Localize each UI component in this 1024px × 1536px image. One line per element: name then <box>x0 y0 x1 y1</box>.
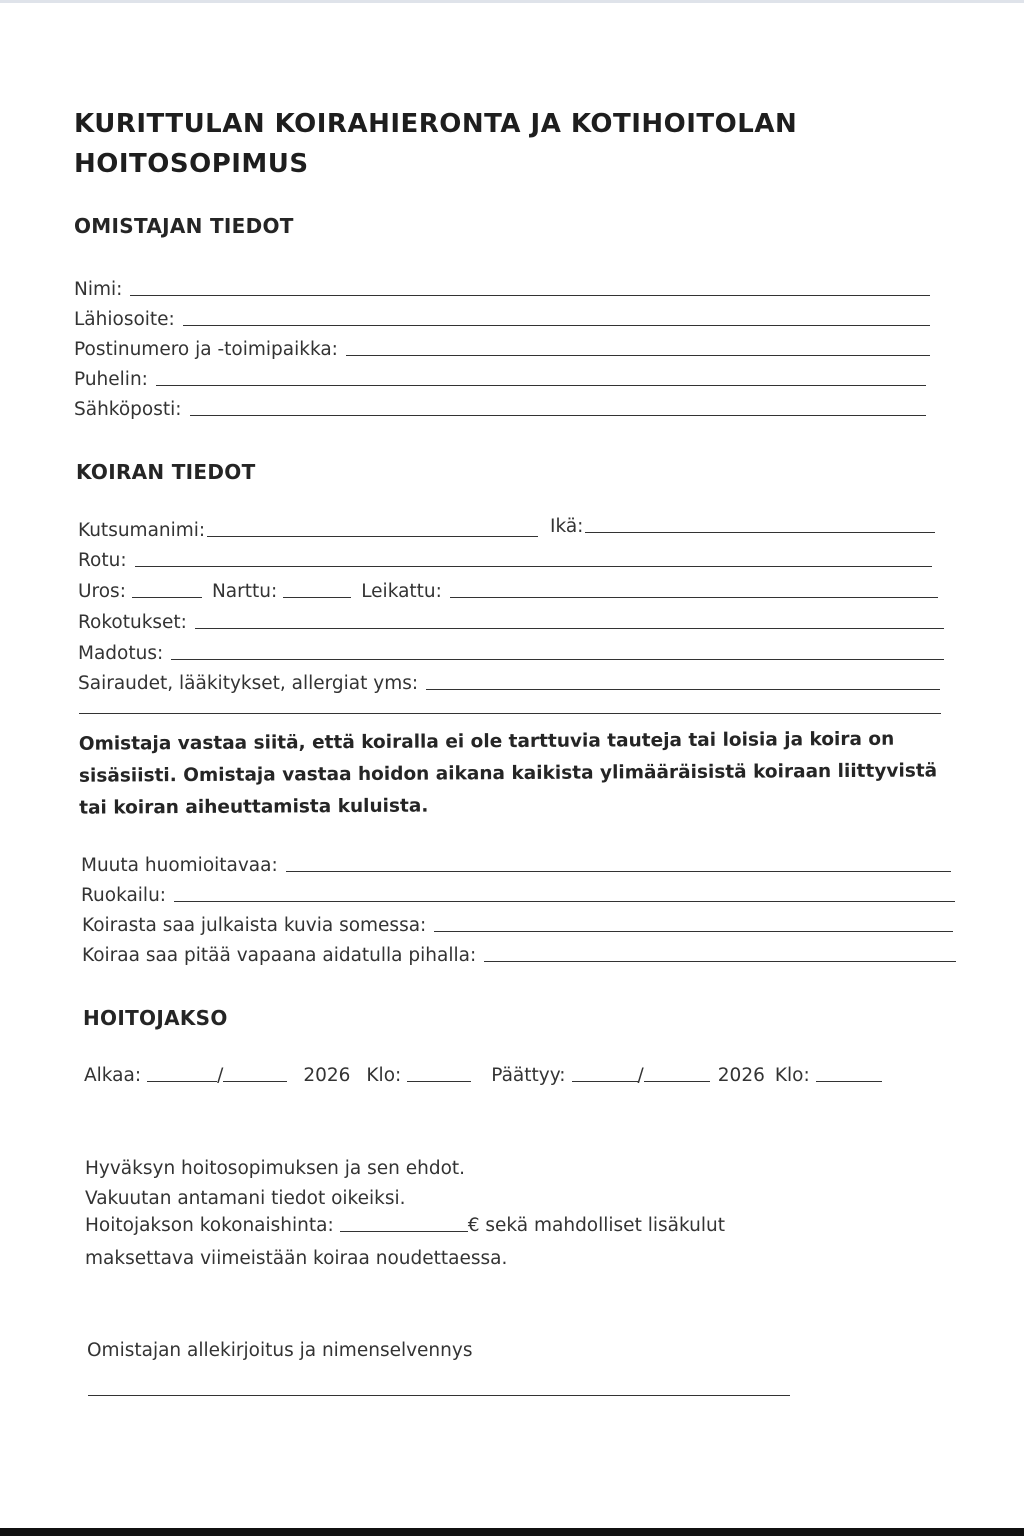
dog-age-field[interactable] <box>585 531 935 533</box>
owner-responsibility-notice: Omistaja vastaa siitä, että koiralla ei ole tarttuvia tauteja tai loisia ja koira on sisäsiisti. Omistaja vastaa hoidon aikana kaikista ylimääräisistä koiraan liittyvistä tai koiran aiheuttamista kuluista. <box>78 728 938 819</box>
start-slash: / <box>217 1065 224 1086</box>
start-time-label: Klo: <box>366 1065 402 1086</box>
owner-phone-label: Puhelin: <box>74 369 148 390</box>
other-notes-field[interactable] <box>286 870 951 872</box>
end-day-field[interactable] <box>572 1080 638 1082</box>
period-row <box>84 1062 964 1088</box>
photos-consent-label: Koirasta saa julkaista kuvia somessa: <box>82 915 427 936</box>
dog-age-row <box>550 513 935 539</box>
start-time-field[interactable] <box>407 1080 471 1082</box>
owner-phone-row <box>74 366 926 392</box>
owner-name-row <box>74 276 930 302</box>
dog-breed-row <box>78 547 932 573</box>
start-year: 2026 <box>303 1065 351 1086</box>
dog-deworming-row <box>78 640 944 666</box>
dog-illnesses-extra-line[interactable] <box>79 713 941 714</box>
payment-text: maksettava viimeistään koiraa noudettaessa. <box>85 1248 508 1269</box>
price-field[interactable] <box>340 1230 468 1232</box>
feeding-field[interactable] <box>174 900 955 902</box>
owner-postal-field[interactable] <box>346 354 930 356</box>
accept-terms-text: Hyväksyn hoitosopimuksen ja sen ehdot. <box>85 1158 466 1179</box>
dog-illnesses-row <box>78 670 940 696</box>
dog-breed-field[interactable] <box>135 565 932 567</box>
dog-vaccinations-label: Rokotukset: <box>78 612 187 633</box>
dog-breed-label: Rotu: <box>78 550 127 571</box>
dog-deworming-field[interactable] <box>171 658 944 660</box>
period-heading: HOITOJAKSO <box>83 1006 228 1030</box>
owner-email-field[interactable] <box>190 414 926 416</box>
dog-sex-row <box>78 578 938 604</box>
title-line-1: KURITTULAN KOIRAHIERONTA JA KOTIHOITOLAN <box>74 109 798 139</box>
owner-email-row <box>74 396 926 422</box>
dog-callname-field[interactable] <box>207 535 538 537</box>
owner-postal-label: Postinumero ja -toimipaikka: <box>74 339 338 360</box>
dog-heading: KOIRAN TIEDOT <box>76 460 256 484</box>
owner-email-label: Sähköposti: <box>74 399 182 420</box>
owner-address-label: Lähiosoite: <box>74 309 175 330</box>
assure-info-text: Vakuutan antamani tiedot oikeiksi. <box>85 1188 406 1209</box>
feeding-label: Ruokailu: <box>81 885 167 906</box>
photos-consent-field[interactable] <box>434 930 953 932</box>
document-title <box>74 104 797 184</box>
yard-permission-label: Koiraa saa pitää vapaana aidatulla pihalla: <box>82 945 477 966</box>
dog-female-field[interactable] <box>283 596 351 598</box>
owner-name-label: Nimi: <box>74 279 123 300</box>
yard-permission-row <box>82 942 956 968</box>
price-label: Hoitojakson kokonaishinta: <box>85 1215 334 1236</box>
start-label: Alkaa: <box>84 1065 142 1086</box>
other-notes-row <box>81 852 951 878</box>
owner-heading: OMISTAJAN TIEDOT <box>74 214 294 238</box>
scan-bottom-edge <box>0 1528 1024 1536</box>
dog-vaccinations-field[interactable] <box>195 627 944 629</box>
owner-phone-field[interactable] <box>156 384 926 386</box>
dog-neutered-label: Leikattu: <box>361 581 442 602</box>
end-year: 2026 <box>717 1065 765 1086</box>
dog-male-field[interactable] <box>132 596 202 598</box>
signature-label: Omistajan allekirjoitus ja nimenselvennys <box>87 1340 473 1361</box>
dog-neutered-field[interactable] <box>450 596 938 598</box>
price-row <box>85 1212 785 1238</box>
dog-male-label: Uros: <box>78 581 126 602</box>
start-month-field[interactable] <box>223 1080 287 1082</box>
dog-age-label: Ikä: <box>550 516 584 537</box>
owner-address-field[interactable] <box>183 324 930 326</box>
end-time-label: Klo: <box>774 1065 810 1086</box>
price-suffix: € sekä mahdolliset lisäkulut <box>467 1215 725 1236</box>
other-notes-label: Muuta huomioitavaa: <box>81 855 278 876</box>
signature-field[interactable] <box>88 1395 790 1396</box>
end-slash: / <box>637 1065 644 1086</box>
dog-callname-row <box>78 517 538 543</box>
dog-deworming-label: Madotus: <box>78 643 164 664</box>
photos-consent-row <box>82 912 953 938</box>
title-line-2: HOITOSOPIMUS <box>74 149 309 179</box>
dog-callname-label: Kutsumanimi: <box>78 520 206 541</box>
start-day-field[interactable] <box>147 1080 217 1082</box>
owner-name-field[interactable] <box>130 294 930 296</box>
dog-vaccinations-row <box>78 609 944 635</box>
feeding-row <box>81 882 955 908</box>
dog-illnesses-field[interactable] <box>426 688 940 690</box>
end-label: Päättyy: <box>491 1065 566 1086</box>
end-time-field[interactable] <box>816 1080 882 1082</box>
dog-illnesses-label: Sairaudet, lääkitykset, allergiat yms: <box>78 673 419 694</box>
dog-female-label: Narttu: <box>211 581 278 602</box>
owner-postal-row <box>74 336 930 362</box>
end-month-field[interactable] <box>644 1080 710 1082</box>
owner-address-row <box>74 306 930 332</box>
yard-permission-field[interactable] <box>484 960 956 962</box>
